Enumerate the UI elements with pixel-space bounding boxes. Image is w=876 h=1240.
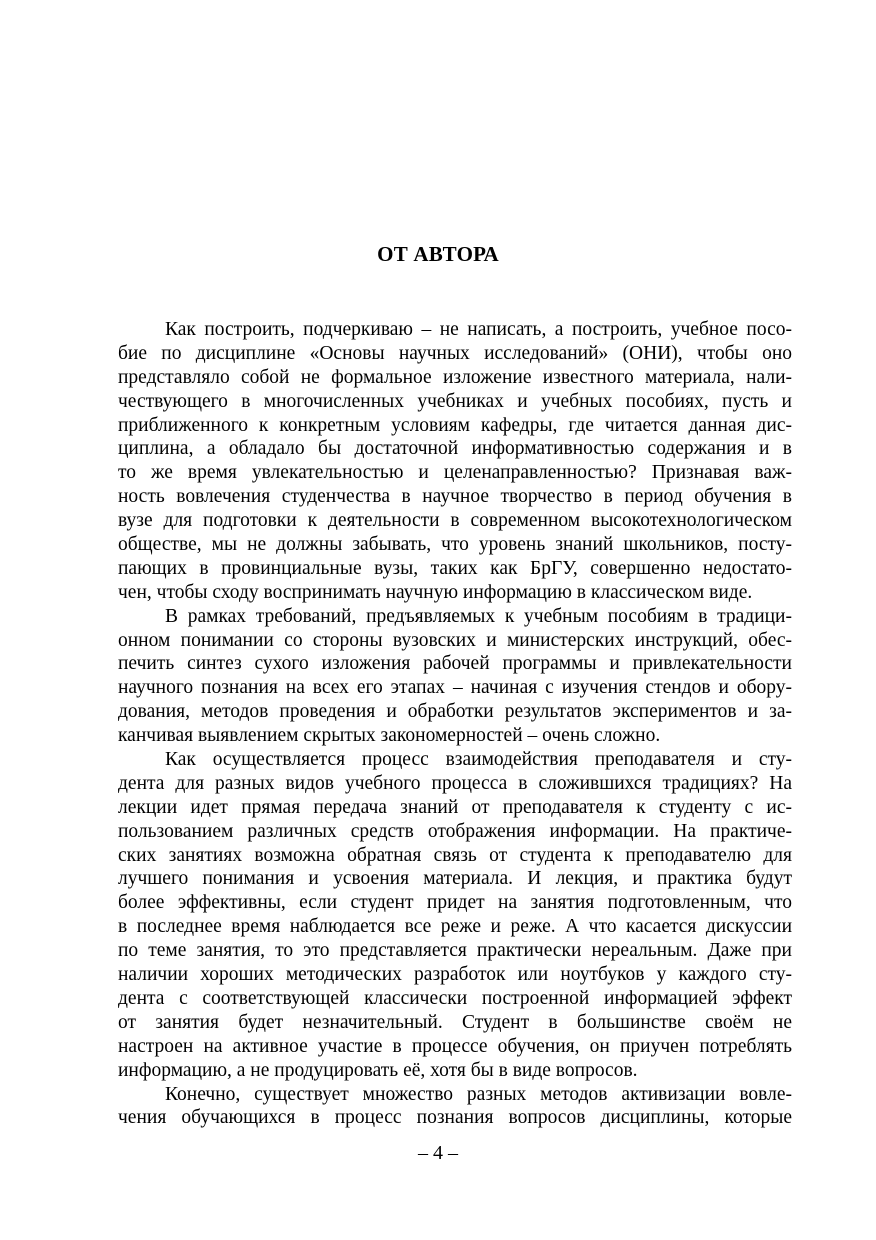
paragraph xyxy=(118,748,792,1082)
paragraph xyxy=(118,605,792,748)
text-line: в последнее время наблюдается все реже и реже. А что касается дискуссии xyxy=(118,916,792,938)
text-line: лекции идет прямая передача знаний от преподавателя к студенту с ис- xyxy=(118,796,792,818)
text-line: В рамках требований, предъявляемых к учебным пособиям в традици- xyxy=(165,605,792,627)
text-line: чения обучающихся в процесс познания вопросов дисциплины, которые xyxy=(118,1107,792,1129)
text-line: вузе для подготовки к деятельности в современном высокотехнологическом xyxy=(118,510,792,532)
text-line: представляло собой не формальное изложение известного материала, нали- xyxy=(118,366,792,388)
text-line: Конечно, существует множество разных методов активизации вовле- xyxy=(165,1083,792,1105)
text-line: дования, методов проведения и обработки результатов экспериментов и за- xyxy=(118,701,792,723)
text-line: более эффективны, если студент придет на занятия подготовленным, что xyxy=(118,892,792,914)
text-line: ность вовлечения студенчества в научное творчество в период обучения в xyxy=(118,486,792,508)
text-line: наличии хороших методических разработок или ноутбуков у каждого сту- xyxy=(118,964,792,986)
text-line: научного познания на всех его этапах – начиная с изучения стендов и обору- xyxy=(118,677,792,699)
text-line: Как построить, подчеркиваю – не написать, а построить, учебное посо- xyxy=(165,319,792,340)
text-line: чествующего в многочисленных учебниках и учебных пособиях, пусть и xyxy=(118,390,792,412)
text-line: по теме занятия, то это представляется практически нереальным. Даже при xyxy=(118,940,792,962)
text-line: обществе, мы не должны забывать, что уровень знаний школьников, посту- xyxy=(118,534,792,556)
text-line: бие по дисциплине «Основы научных исследований» (ОНИ), чтобы оно xyxy=(118,342,792,364)
text-line: ских занятиях возможна обратная связь от студента к преподавателю для xyxy=(118,844,792,866)
text-line: циплина, а обладало бы достаточной информативностью содержания и в xyxy=(118,438,792,460)
text-line: настроен на активное участие в процессе обучения, он приучен потреблять xyxy=(118,1035,792,1057)
text-line: Как осуществляется процесс взаимодействия преподавателя и сту- xyxy=(165,749,792,771)
text-line: то же время увлекательностью и целенаправленностью? Признавая важ- xyxy=(118,462,792,484)
text-line: дента с соответствующей классически построенной информацией эффект xyxy=(118,987,792,1009)
text-line: онном понимании со стороны вузовских и министерских инструкций, обес- xyxy=(118,629,792,651)
paragraph xyxy=(118,1083,792,1131)
text-line: от занятия будет незначительный. Студент в большинстве своём не xyxy=(118,1011,792,1033)
page-number: – 4 – xyxy=(418,1142,458,1164)
text-line: дента для разных видов учебного процесса в сложившихся традициях? На xyxy=(118,772,792,794)
text-line: печить синтез сухого изложения рабочей программы и привлекательности xyxy=(118,653,792,675)
paragraph xyxy=(118,318,792,605)
text-line: канчивая выявлением скрытых закономерностей – очень сложно. xyxy=(118,725,661,747)
text-line: лучшего понимания и усвоения материала. И лекция, и практика будут xyxy=(118,868,792,890)
text-line: приближенного к конкретным условиям кафедры, где читается данная дис- xyxy=(118,414,792,436)
text-line: пающих в провинциальные вузы, таких как БрГУ, совершенно недостато- xyxy=(118,557,792,579)
text-line: чен, чтобы сходу воспринимать научную информацию в классическом виде. xyxy=(118,581,753,603)
section-heading: ОТ АВТОРА xyxy=(377,242,499,266)
body-text xyxy=(118,318,792,1130)
text-line: пользованием различных средств отображения информации. На практиче- xyxy=(118,820,792,842)
text-line: информацию, а не продуцировать её, хотя бы в виде вопросов. xyxy=(118,1059,638,1081)
